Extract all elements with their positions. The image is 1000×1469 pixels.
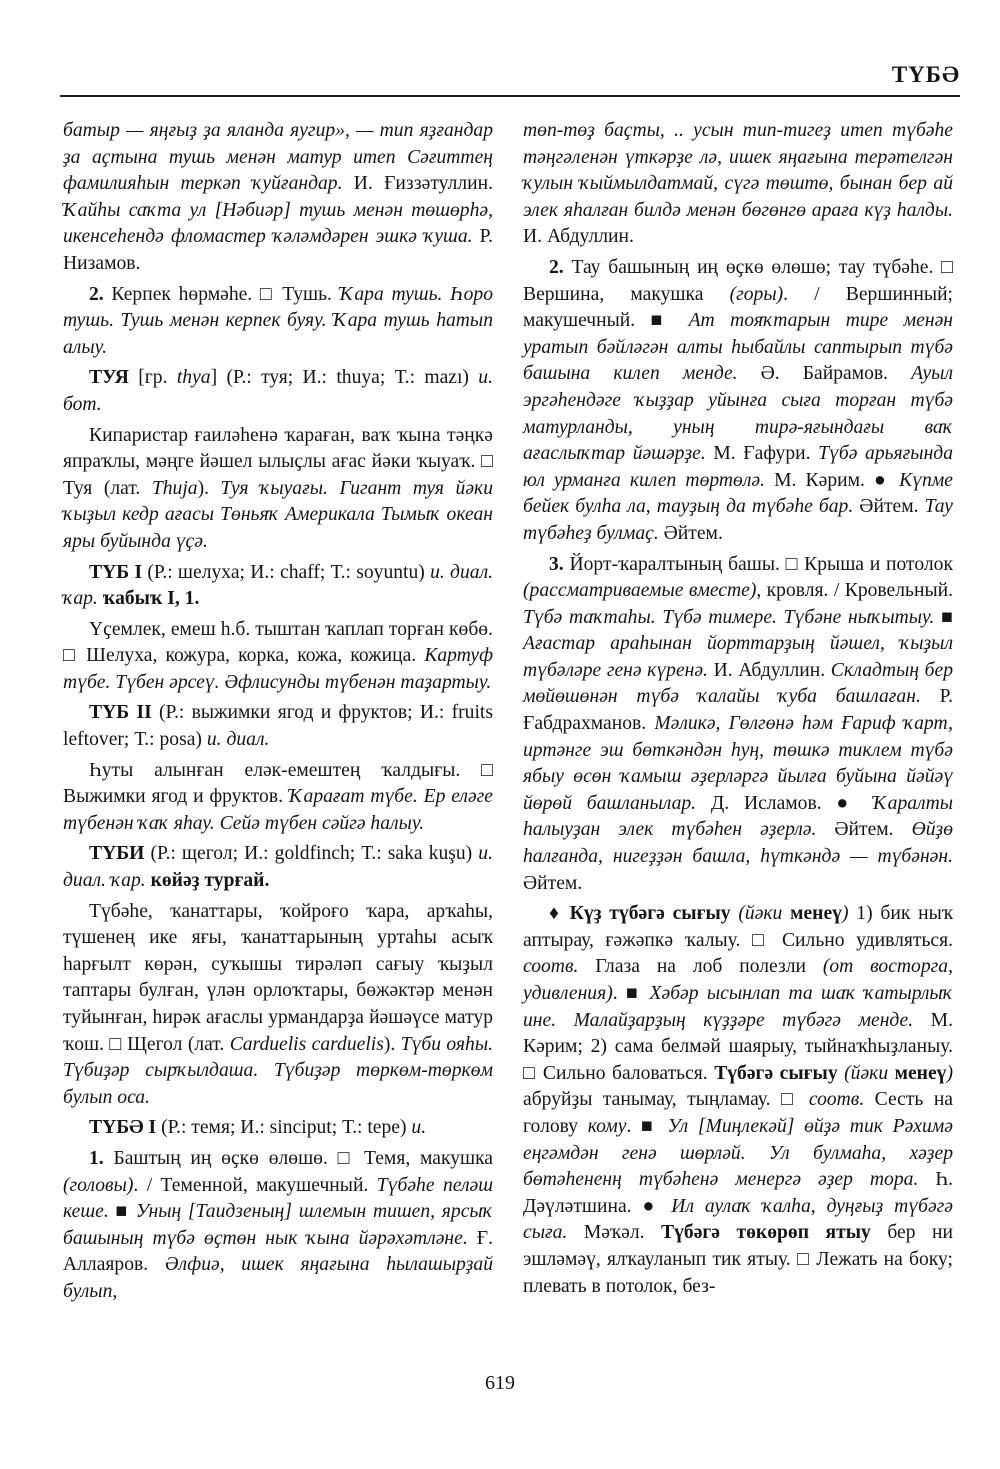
header-word: ТҮБӘ (891, 62, 960, 87)
entry-paragraph: Үҫемлек, емеш һ.б. тыштан ҡаплап торған көбө. □ Шелуха, кожура, корка, кожа, кожица. Картуф түбе. Түбен әрсеү. Әфлисунды түбенән таҙартыу. (63, 618, 493, 693)
entry-paragraph: 1. Баштың иң өҫкө өлөшө. □ Темя, макушка (головы). / Теменной, макушечный. Түбәһе пеләш кеше. ■ Уның [Таидзеның] шлемын тишеп, ярсыҡ башының түбә өҫтөн нык ҡына йәрәхәтләне. Ғ. Аллаяров. Әлфиә, ишек яңағына һылашырҙай булып, (63, 1147, 493, 1302)
entry-headword: ТҮБ I (Р.: шелуха; И.: chaff; Т.: soyuntu) и. диал. ҡар. ҡабыҡ I, 1. (63, 561, 494, 610)
entry-headword: ТҮБ II (Р.: выжимки ягод и фруктов; И.: fruits leftover; Т.: posa) и. диал. (63, 702, 493, 751)
entry-headword: ТҮБИ (Р.: щегол; И.: goldfinch; Т.: saka kuşu) и. диал. ҡар. көйәҙ турғай. (63, 843, 493, 892)
entry-paragraph: Һуты алынған еләк-емештең ҡалдығы. □ Выжимки ягод и фруктов. Ҡарағат түбе. Ер еләге түбенән ҡаҡ яһау. Сейә түбен сәйгә һалыу. (63, 759, 493, 834)
entry-paragraph: Түбәһе, ҡанаттары, ҡойроғо ҡара, арҡаһы, түшенең ике яғы, ҡанаттарының уртаһы асыҡ һарғылт көрән, суҡышы тирәләп сағыу ҡыҙыл таптары булған, үлән орлоҡтары, бөжәктәр менән туйынған, һирәк ағаслы урмандарҙа йәшәүсе матур ҡош. □ Щегол (лат. Carduelis carduelis). Түби ояһы. Түбиҙәр сырҡылдаша. Түбиҙәр төркөм-төркөм булып оса. (63, 900, 493, 1108)
entry-paragraph: 2. Тау башының иң өҫкө өлөшө; тау түбәһе. □ Вершина, макушка (горы). / Вершинный; макушечный. ■ Ат тояҡтарын тире менән уратып бәйләгән алты һыбайлы саптырып түбә башына килеп менде. Ә. Байрамов. Ауыл эргәһендәге ҡыҙҙар уйынға сыға торған түбә матурланды, уның тирә-яғындағы ваҡ ағаслыҡтар йәшәрҙе. М. Ғафури. Түбә арьяғында юл урманға килеп төртөлә. М. Кәрим. ● Күпме бейек булһа ла, тауҙың да түбәһе бар. Әйтем. Тау түбәһеҙ булмаҫ. Әйтем. (523, 256, 953, 544)
left-column (63, 118, 493, 1310)
entry-paragraph: 3. Йорт-ҡаралтының башы. □ Крыша и потолок (рассматриваемые вместе), кровля. / Кровельный. Түбә таҡтаһы. Түбә тимере. Түбәне ныҡытыу. ■ Ағастар араһынан йорттарҙың йәшел, ҡыҙыл түбәләре генә күренә. И. Абдуллин. Складтың бер мөйөшөнән түбә ҡалайы ҡуба башлаған. Р. Ғабдрахманов. Мәликә, Гөлгөнә һәм Ғариф ҡарт, иртәнге эш бөткәндән һуң, төшкә тиклем түбә ябыу өсөн ҡамыш әҙерләргә йылға буйына йәйәү йөрөй башланылар. Д. Исламов. ● Ҡаралты һалыуҙан элек түбәһен әҙерлә. Әйтем. Өйҙө һалғанда, нигеҙҙән башла, һүткәндә — түбәнән. Әйтем. (523, 553, 954, 894)
right-column (523, 118, 953, 1304)
entry-paragraph: 2. Керпек һөрмәһе. □ Тушь. Ҡара тушь. Һоро тушь. Тушь менән керпек буяу. Ҡара тушь һатып алыу. (63, 283, 494, 358)
page-number: 619 (485, 1372, 515, 1394)
entry-headword: ТУЯ [гр. thya] (Р.: туя; И.: thuya; Т.: mazı) и. бот. (63, 367, 493, 415)
entry-headword: ТҮБӘ I (Р.: темя; И.: sinciput; Т.: tepe) и. (89, 1117, 427, 1139)
entry-paragraph: Кипаристар ғаиләһенә ҡараған, ваҡ ҡына тәңкә япраҡлы, мәңге йәшел ылыҫлы ағас йәки ҡыуаҡ. □ Туя (лат. Thuja). Туя ҡыуағы. Гигант туя йәки ҡыҙыл кедр ағасы Төньяҡ Америкала Тымыҡ океан яры буйында үҫә. (63, 424, 494, 552)
header-rule (60, 95, 960, 97)
entry-paragraph: батыр — яңғыҙ ҙа яланда яугир», — тип яҙғандар ҙа аҫтына тушь менән матур итеп Сәғиттең фамилияһын теркәп ҡуйғандар. И. Ғиззәтуллин. Ҡайһы саҡта ул [Нәбиәр] тушь менән төшөрһә, икенсеһендә фломастер ҡәләмдәрен эшкә ҡуша. Р. Низамов. (63, 120, 493, 274)
entry-idiom: ♦ Күҙ түбәгә сығыу (йәки менеү) 1) бик ныҡ аптырау, ғәжәпкә ҡалыу. □ Сильно удивляться. соотв. Глаза на лоб полезли (от восторга, удивления). ■ Хәбәр ысынлап та шаҡ ҡатырлыҡ ине. Малайҙарҙың күҙҙәре түбәгә менде. М. Кәрим; 2) сама белмәй шаярыу, тыйнаҡһыҙланыу. □ Сильно баловаться. Түбәгә сығыу (йәки менеү) абруйҙы танымау, тыңламау. □ соотв. Сесть на голову кому. ■ Ул [Миңлекәй] өйҙә тик Рәхимә еңгәмдән генә шөрләй. Ул булмаһа, хәҙер бөтәһененң түбәһенә менергә әҙер тора. Һ. Дәүләтшина. ● Ил аулаҡ ҡалһа, дуңғыҙ түбәгә сыға. Мәҡәл. Түбәгә төкөрөп ятыу бер ни эшләмәү, ялҡауланып тик ятыу. □ Лежать на боку; плевать в потолок, без- (523, 903, 954, 1297)
entry-paragraph: төп-төҙ баҫты, .. усын тип-тигеҙ итеп түбәһе тәңгәленән үткәрҙе лә, ишек яңағына терәтелгән ҡулын ҡыймылдатмай, сүгә төштө, бынан бер ай элек яһалған билдә менән бөгөнгө араға күҙ һалды. И. Абдуллин. (523, 120, 953, 248)
